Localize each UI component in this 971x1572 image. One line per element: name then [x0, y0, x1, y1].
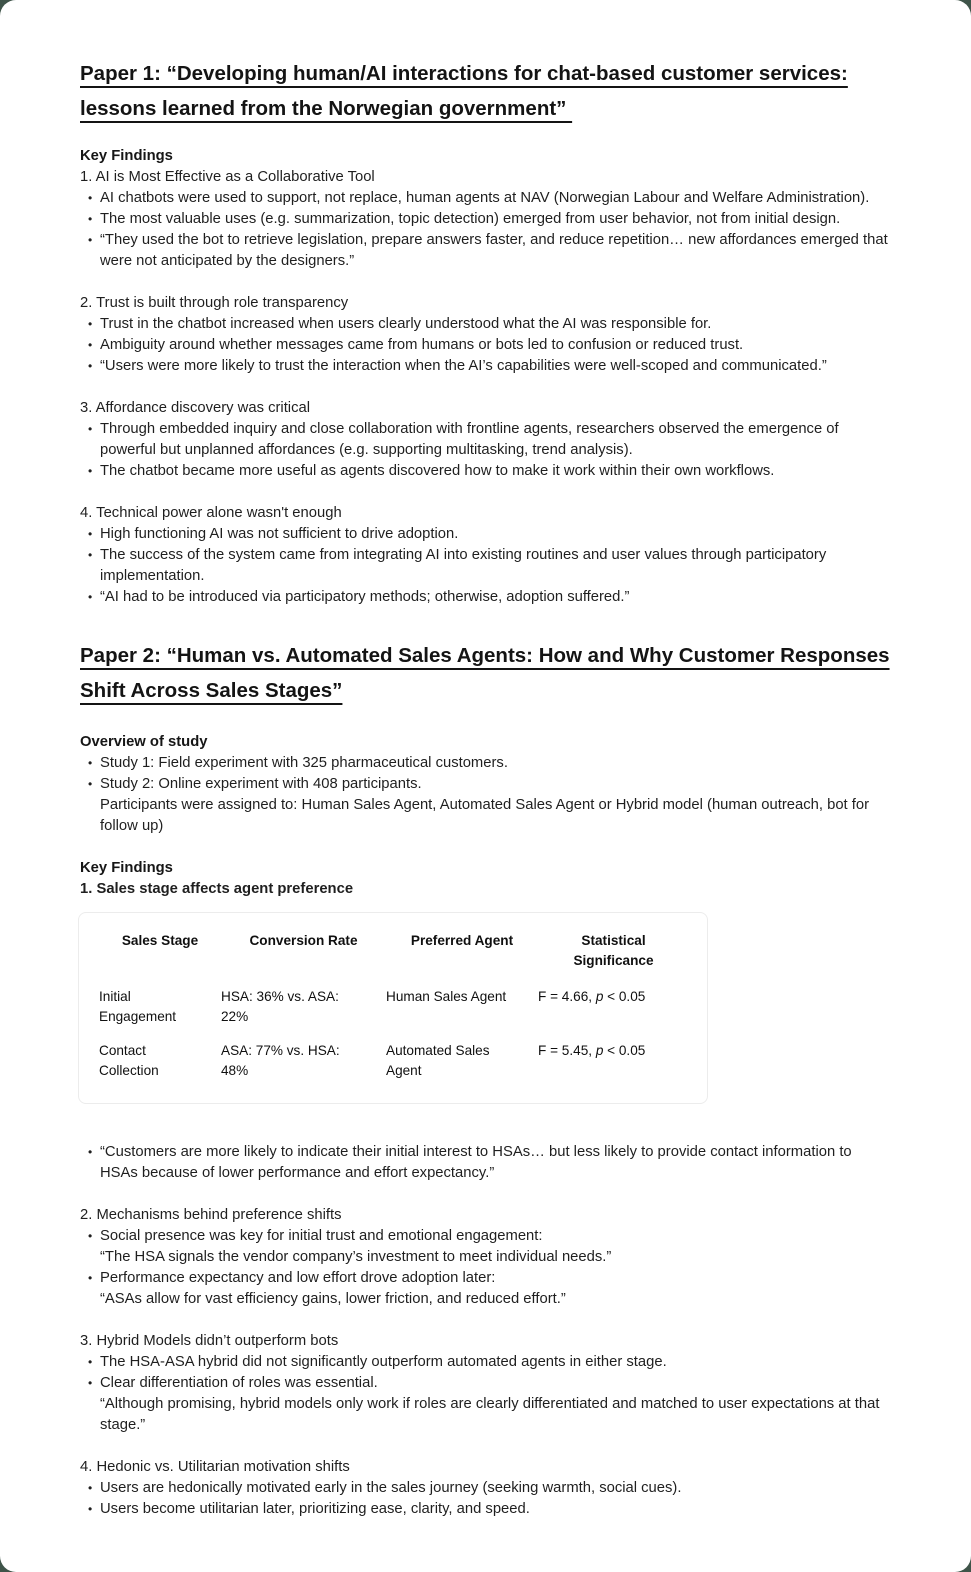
- paper1-section-3: [80, 398, 891, 482]
- bullet-list: [80, 419, 891, 482]
- bullet-item: • Study 1: Field experiment with 325 pharmaceutical customers.: [88, 753, 890, 774]
- bullet-list: [80, 524, 891, 608]
- table-header-cell: Statistical Significance: [573, 933, 654, 968]
- bullet-list: [80, 188, 891, 272]
- bullet-item: • “AI had to be introduced via participatory methods; otherwise, adoption suffered.”: [88, 587, 890, 608]
- bullet-item: • The HSA-ASA hybrid did not significantly outperform automated agents in either stage.: [88, 1352, 890, 1373]
- bullet-item: • Through embedded inquiry and close collaboration with frontline agents, researchers observed the emergence of powerful but unplanned affordances (e.g. supporting multitasking, trend analysis).: [88, 419, 890, 461]
- table-cell-stage: Initial Engagement: [99, 989, 177, 1024]
- table-cell-stage: Contact Collection: [99, 1043, 159, 1078]
- bullet-list: [80, 1478, 891, 1520]
- paper1-section-1: [80, 167, 891, 272]
- stat-suffix: < 0.05: [603, 1043, 646, 1058]
- bullet-item: • Study 2: Online experiment with 408 participants.: [88, 774, 890, 795]
- paper1-title: [80, 56, 891, 126]
- paper2-key-findings: [80, 858, 891, 900]
- section-heading: 4. Hedonic vs. Utilitarian motivation shifts: [80, 1459, 350, 1475]
- paper2-title: [80, 638, 891, 708]
- continuation-line: “ASAs allow for vast efficiency gains, lower friction, and reduced effort.”: [100, 1291, 566, 1307]
- bullet-list: [80, 1352, 891, 1436]
- paper2-quote-section: [80, 1142, 891, 1184]
- paper2-section-2: [80, 1205, 891, 1310]
- bullet-item: • Ambiguity around whether messages came from humans or bots led to confusion or reduced trust.: [88, 335, 890, 356]
- bullet-item: • The most valuable uses (e.g. summarization, topic detection) emerged from user behavior, not from initial design.: [88, 209, 890, 230]
- paper1-title-line2: lessons learned from the Norwegian government”: [80, 97, 573, 120]
- table-cell-conversion: HSA: 36% vs. ASA: 22%: [221, 989, 339, 1024]
- stat-prefix: F = 5.45,: [538, 1043, 596, 1058]
- stat-p: p: [595, 1043, 604, 1058]
- table-cell-conversion: ASA: 77% vs. HSA: 48%: [221, 1043, 340, 1078]
- paper2-overview: [80, 732, 891, 837]
- stat-p: p: [595, 989, 604, 1004]
- paper2-section-3: [80, 1331, 891, 1436]
- paper1-section-2: [80, 293, 891, 377]
- paper1-title-line1: Paper 1: “Developing human/AI interactions for chat-based customer services:: [80, 62, 848, 85]
- table-cell-agent: Automated Sales Agent: [386, 1043, 490, 1078]
- bullet-item: • Social presence was key for initial trust and emotional engagement:: [88, 1226, 890, 1247]
- overview-label: Overview of study: [80, 734, 208, 750]
- bullet-item: • Users are hedonically motivated early in the sales journey (seeking warmth, social cues).: [88, 1478, 890, 1499]
- bullet-list: [80, 314, 891, 377]
- section-heading: 4. Technical power alone wasn't enough: [80, 505, 342, 521]
- table-cell-stat: [538, 987, 689, 1027]
- section-heading: 2. Mechanisms behind preference shifts: [80, 1207, 342, 1223]
- continuation-line: “Although promising, hybrid models only work if roles are clearly differentiated and matched to user expectations at that stage.”: [100, 1396, 880, 1433]
- bullet-item: • Trust in the chatbot increased when users clearly understood what the AI was responsible for.: [88, 314, 890, 335]
- table-header-cell: Preferred Agent: [410, 933, 514, 948]
- bullet-item: • “Customers are more likely to indicate their initial interest to HSAs… but less likely to provide contact information to HSAs because of lower performance and effort expectancy.”: [88, 1142, 890, 1184]
- stat-prefix: F = 4.66,: [538, 989, 596, 1004]
- bullet-list: [80, 1226, 891, 1310]
- paper2-title-line1: Paper 2: “Human vs. Automated Sales Agents: How and Why Customer Responses: [80, 644, 890, 667]
- paper2-section-4: [80, 1457, 891, 1520]
- stat-suffix: < 0.05: [603, 989, 646, 1004]
- section-heading: 3. Hybrid Models didn’t outperform bots: [80, 1333, 339, 1349]
- bullet-list: [80, 753, 891, 837]
- bullet-item: • High functioning AI was not sufficient to drive adoption.: [88, 524, 890, 545]
- paper1-section-4: [80, 503, 891, 608]
- bullet-item: • Performance expectancy and low effort drove adoption later:: [88, 1268, 890, 1289]
- paper1-key-findings-label: Key Findings: [80, 148, 173, 164]
- bullet-item: • The chatbot became more useful as agents discovered how to make it work within their own workflows.: [88, 461, 890, 482]
- finding1-heading: 1. Sales stage affects agent preference: [80, 881, 354, 897]
- bullet-list: [80, 1142, 891, 1184]
- paper2-title-line2: Shift Across Sales Stages”: [80, 679, 343, 702]
- bullet-item: • “Users were more likely to trust the interaction when the AI’s capabilities were well-scoped and communicated.”: [88, 356, 890, 377]
- bullet-item: • The success of the system came from integrating AI into existing routines and user values through participatory implementation.: [88, 545, 890, 587]
- bullet-item: • “They used the bot to retrieve legislation, prepare answers faster, and reduce repetition… new affordances emerged that were not anticipated by the designers.”: [88, 230, 890, 272]
- table-cell-stat: [538, 1041, 689, 1081]
- continuation-line: “The HSA signals the vendor company’s investment to meet individual needs.”: [100, 1249, 612, 1265]
- paper2-key-findings-label: Key Findings: [80, 860, 173, 876]
- bullet-item: • Users become utilitarian later, prioritizing ease, clarity, and speed.: [88, 1499, 890, 1520]
- bullet-item: • AI chatbots were used to support, not replace, human agents at NAV (Norwegian Labour and Welfare Administration).: [88, 188, 890, 209]
- table-header-cell: Sales Stage: [121, 933, 199, 948]
- section-heading: 3. Affordance discovery was critical: [80, 400, 311, 416]
- table-header-cell: Conversion Rate: [249, 933, 358, 948]
- table-cell-agent: Human Sales Agent: [386, 989, 507, 1004]
- bullet-item: • Clear differentiation of roles was essential.: [88, 1373, 890, 1394]
- sales-stage-table: [78, 912, 708, 1104]
- continuation-line: Participants were assigned to: Human Sales Agent, Automated Sales Agent or Hybrid model (human outreach, bot for follow up): [100, 797, 870, 834]
- section-heading: 1. AI is Most Effective as a Collaborative Tool: [80, 169, 375, 185]
- section-heading: 2. Trust is built through role transparency: [80, 295, 349, 311]
